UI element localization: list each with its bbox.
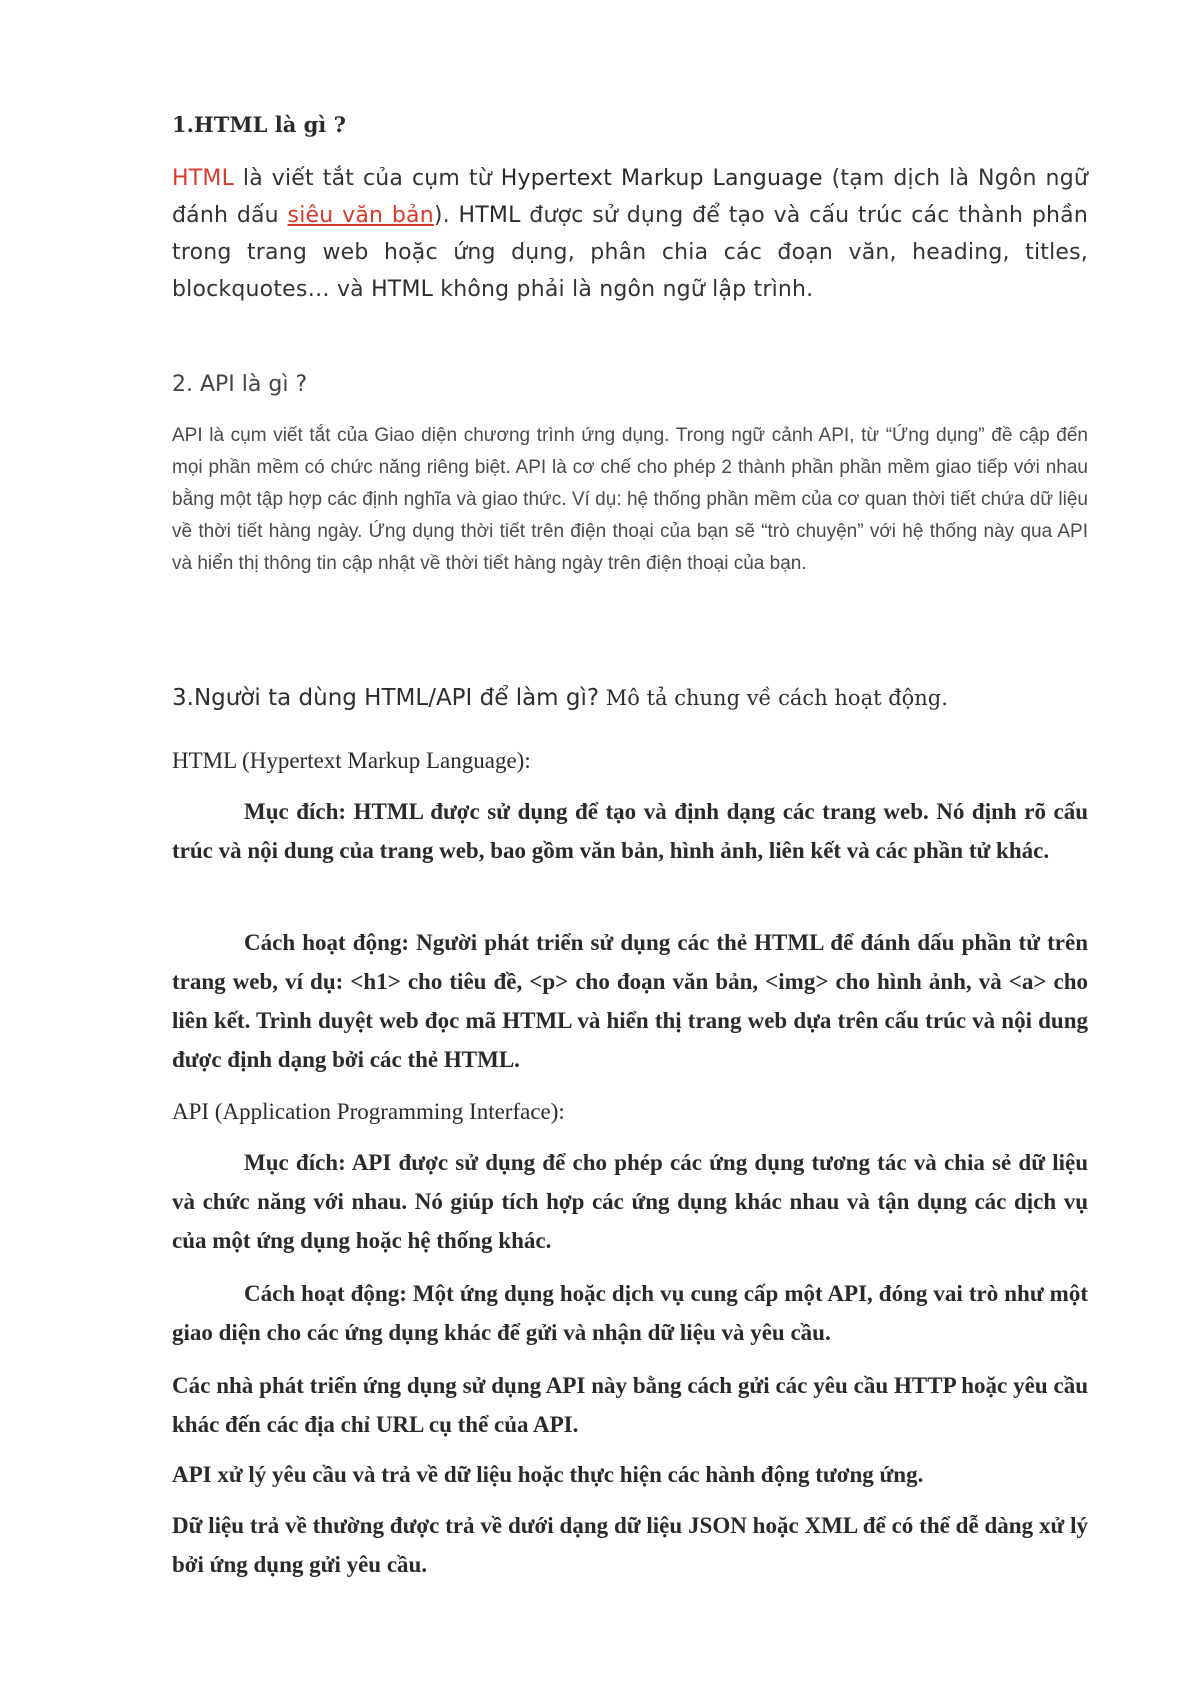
section3-heading: 3.Người ta dùng HTML/API để làm gì? Mô tả chung về cách hoạt động. <box>172 685 948 711</box>
api-purpose: Mục đích: API được sử dụng để cho phép các ứng dụng tương tác và chia sẻ dữ liệu và chức năng với nhau. Nó giúp tích hợp các ứng dụng khác nhau và tận dụng các dịch vụ của một ứng dụng hoặc hệ thống khác. <box>172 1150 1088 1253</box>
section2-paragraph: API là cụm viết tắt của Giao diện chương trình ứng dụng. Trong ngữ cảnh API, từ “Ứng dụng” đề cập đến mọi phần mềm có chức năng riêng biệt. API là cơ chế cho phép 2 thành phần phần mềm giao tiếp với nhau bằng một tập hợp các định nghĩa và giao thức. Ví dụ: hệ thống phần mềm của cơ quan thời tiết chứa dữ liệu về thời tiết hàng ngày. Ứng dụng thời tiết trên điện thoại của bạn sẽ “trò chuyện” với hệ thống này qua API và hiển thị thông tin cập nhật về thời tiết hàng ngày trên điện thoại của bạn. <box>172 425 1088 574</box>
api-title: API (Application Programming Interface): <box>172 1099 565 1124</box>
api-operation: Cách hoạt động: Một ứng dụng hoặc dịch vụ cung cấp một API, đóng vai trò như một giao diện cho các ứng dụng khác để gửi và nhận dữ liệu và yêu cầu. <box>172 1281 1088 1345</box>
html-term: HTML <box>172 166 235 191</box>
api-paragraph-1: Các nhà phát triển ứng dụng sử dụng API này bằng cách gửi các yêu cầu HTTP hoặc yêu cầu khác đến các địa chỉ URL cụ thể của API. <box>172 1373 1088 1437</box>
section1-paragraph: HTML là viết tắt của cụm từ Hypertext Markup Language (tạm dịch là Ngôn ngữ đánh dấu siêu văn bản). HTML được sử dụng để tạo và cấu trúc các thành phần trong trang web hoặc ứng dụng, phân chia các đoạn văn, heading, titles, blockquotes… và HTML không phải là ngôn ngữ lập trình. <box>172 166 1088 302</box>
html-operation: Cách hoạt động: Người phát triển sử dụng các thẻ HTML để đánh dấu phần tử trên trang web, ví dụ: <h1> cho tiêu đề, <p> cho đoạn văn bản, <img> cho hình ảnh, và <a> cho liên kết. Trình duyệt web đọc mã HTML và hiển thị trang web dựa trên cấu trúc và nội dung được định dạng bởi các thẻ HTML. <box>172 930 1088 1072</box>
section1-heading: 1.HTML là gì ? <box>172 112 346 137</box>
sieu-van-ban-link[interactable]: siêu văn bản <box>287 203 434 228</box>
hypertext-term: Hypertext Markup Language <box>500 166 823 191</box>
api-paragraph-3: Dữ liệu trả về thường được trả về dưới dạng dữ liệu JSON hoặc XML để có thể dễ dàng xử lý bởi ứng dụng gửi yêu cầu. <box>172 1513 1088 1577</box>
api-paragraph-2: API xử lý yêu cầu và trả về dữ liệu hoặc thực hiện các hành động tương ứng. <box>172 1462 924 1487</box>
section2-heading: 2. API là gì ? <box>172 372 308 397</box>
html-title: HTML (Hypertext Markup Language): <box>172 748 531 773</box>
html-purpose: Mục đích: HTML được sử dụng để tạo và định dạng các trang web. Nó định rõ cấu trúc và nội dung của trang web, bao gồm văn bản, hình ảnh, liên kết và các phần tử khác. <box>172 799 1088 863</box>
